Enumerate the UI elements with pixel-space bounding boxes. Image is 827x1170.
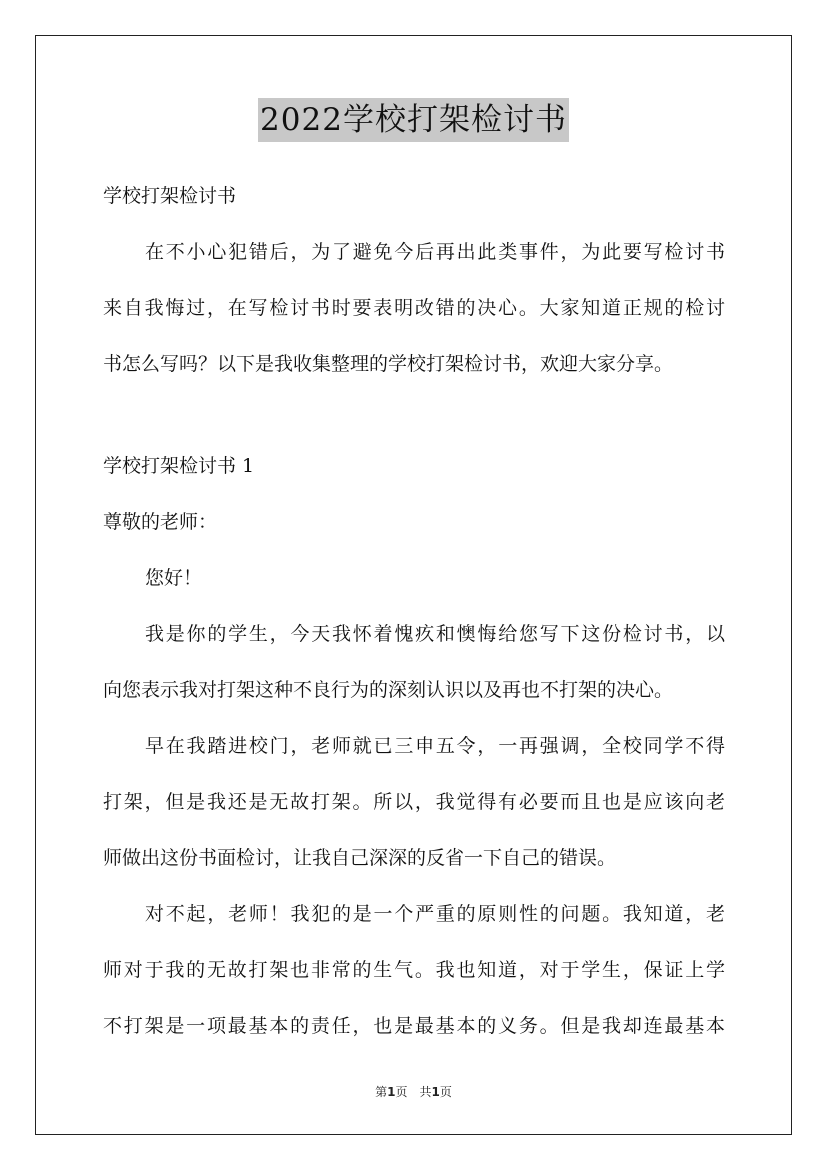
page-label-mid: 页 共 xyxy=(395,1085,432,1099)
body-paragraph xyxy=(103,718,725,886)
page-label-prefix: 第 xyxy=(375,1085,388,1099)
body-paragraph xyxy=(103,606,725,718)
paragraph-line: 书怎么写吗？以下是我收集整理的学校打架检讨书，欢迎大家分享。 xyxy=(103,353,674,375)
intro-paragraph xyxy=(103,224,725,392)
document-body xyxy=(103,168,725,1054)
section-heading: 学校打架检讨书 1 xyxy=(103,455,255,477)
paragraph-line: 我是你的学生，今天我怀着愧疚和懊悔给您写下这份检讨书，以 xyxy=(145,623,725,645)
page-current: 1 xyxy=(387,1085,396,1099)
page-footer xyxy=(0,1083,827,1100)
paragraph-line: 向您表示我对打架这种不良行为的深刻认识以及再也不打架的决心。 xyxy=(103,679,674,701)
salutation: 尊敬的老师： xyxy=(103,511,218,533)
greeting: 您好！ xyxy=(145,567,203,589)
paragraph-line: 师对于我的无故打架也非常的生气。我也知道，对于学生，保证上学 xyxy=(103,959,725,981)
paragraph-line: 不打架是一项最基本的责任，也是最基本的义务。但是我却连最基本 xyxy=(103,1015,725,1037)
paragraph-line: 来自我悔过，在写检讨书时要表明改错的决心。大家知道正规的检讨 xyxy=(103,297,725,319)
paragraph-line: 打架，但是我还是无故打架。所以，我觉得有必要而且也是应该向老 xyxy=(103,791,725,813)
section-gap xyxy=(103,392,725,438)
paragraph-line: 对不起，老师！我犯的是一个严重的原则性的问题。我知道，老 xyxy=(145,903,725,925)
paragraph-line: 早在我踏进校门，老师就已三申五令，一再强调，全校同学不得 xyxy=(145,735,725,757)
page-label-suffix: 页 xyxy=(439,1085,452,1099)
paragraph-line: 在不小心犯错后，为了避免今后再出此类事件，为此要写检讨书 xyxy=(145,241,725,263)
title-container xyxy=(0,98,827,142)
body-paragraph xyxy=(103,886,725,1054)
page-total: 1 xyxy=(431,1085,440,1099)
document-subtitle: 学校打架检讨书 xyxy=(103,185,237,207)
document-title: 2022学校打架检讨书 xyxy=(258,98,569,142)
paragraph-line: 师做出这份书面检讨，让我自己深深的反省一下自己的错误。 xyxy=(103,847,617,869)
